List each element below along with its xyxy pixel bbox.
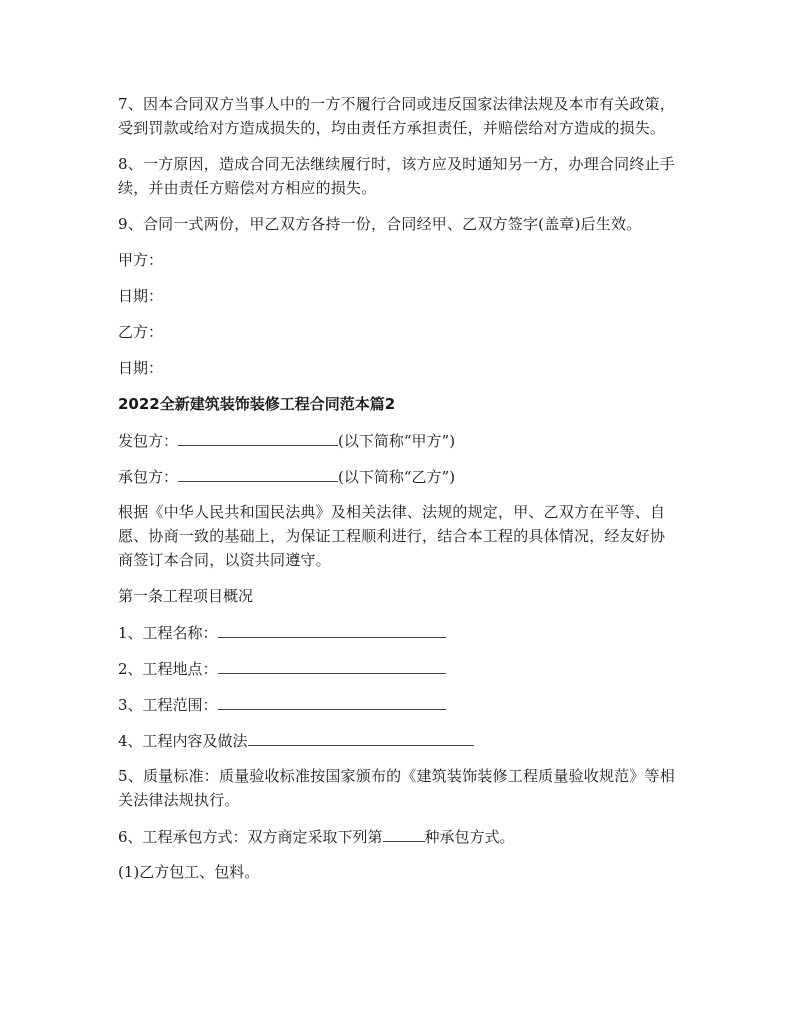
signature-date-a: 日期：: [118, 287, 164, 305]
document-body: [118, 92, 678, 896]
clause-9: 9、合同一式两份，甲乙双方各持一份，合同经甲、乙双方签字(盖章)后生效。: [118, 215, 642, 233]
contractor-label: 发包方：: [118, 432, 179, 450]
project-scope-blank: [218, 692, 446, 710]
article-1-title: 第一条工程项目概况: [118, 587, 254, 605]
contractor-blank: [178, 428, 338, 446]
contract-method-blank: [383, 824, 425, 842]
clause-8: 8、一方原因，造成合同无法继续履行时，该方应及时通知另一方，办理合同终止手续，并由责任方赔偿对方相应的损失。: [118, 155, 675, 197]
project-name-label: 1、工程名称：: [118, 624, 218, 642]
subcontractor-suffix: (以下简称“乙方”): [338, 468, 456, 486]
project-name-line: [118, 620, 678, 644]
project-scope-label: 3、工程范围：: [118, 696, 218, 714]
contract-method-suffix: 种承包方式。: [424, 828, 515, 846]
project-name-blank: [218, 620, 446, 638]
preamble: 根据《中华人民共和国民法典》及相关法律、法规的规定，甲、乙双方在平等、自愿、协商一致的基础上，为保证工程顺利进行，结合本工程的具体情况，经友好协商签订本合同，以资共同遵守。: [118, 503, 666, 569]
contract-method-line: [118, 824, 678, 848]
contractor-line: [118, 428, 678, 452]
contractor-suffix: (以下简称“甲方”): [338, 432, 456, 450]
signature-party-a: 甲方：: [118, 251, 164, 269]
project-location-blank: [218, 656, 446, 674]
contract-method-prefix: 6、工程承包方式：双方商定采取下列第: [118, 828, 383, 846]
option-1: (1)乙方包工、包料。: [118, 863, 260, 881]
clause-7: 7、因本合同双方当事人中的一方不履行合同或违反国家法律法规及本市有关政策，受到罚款或给对方造成损失的，均由责任方承担责任，并赔偿给对方造成的损失。: [118, 95, 675, 137]
signature-party-b: 乙方：: [118, 323, 164, 341]
project-location-line: [118, 656, 678, 680]
subcontractor-line: [118, 464, 678, 488]
signature-date-b: 日期：: [118, 359, 164, 377]
project-content-blank: [248, 728, 474, 746]
project-content-line: [118, 728, 678, 752]
section-title: 2022全新建筑装饰装修工程合同范本篇2: [118, 395, 396, 413]
subcontractor-label: 承包方：: [118, 468, 179, 486]
subcontractor-blank: [178, 464, 338, 482]
project-scope-line: [118, 692, 678, 716]
project-content-label: 4、工程内容及做法: [118, 732, 248, 750]
quality-standard: 5、质量标准：质量验收标准按国家颁布的《建筑装饰装修工程质量验收规范》等相关法律法规执行。: [118, 767, 675, 809]
project-location-label: 2、工程地点：: [118, 660, 218, 678]
